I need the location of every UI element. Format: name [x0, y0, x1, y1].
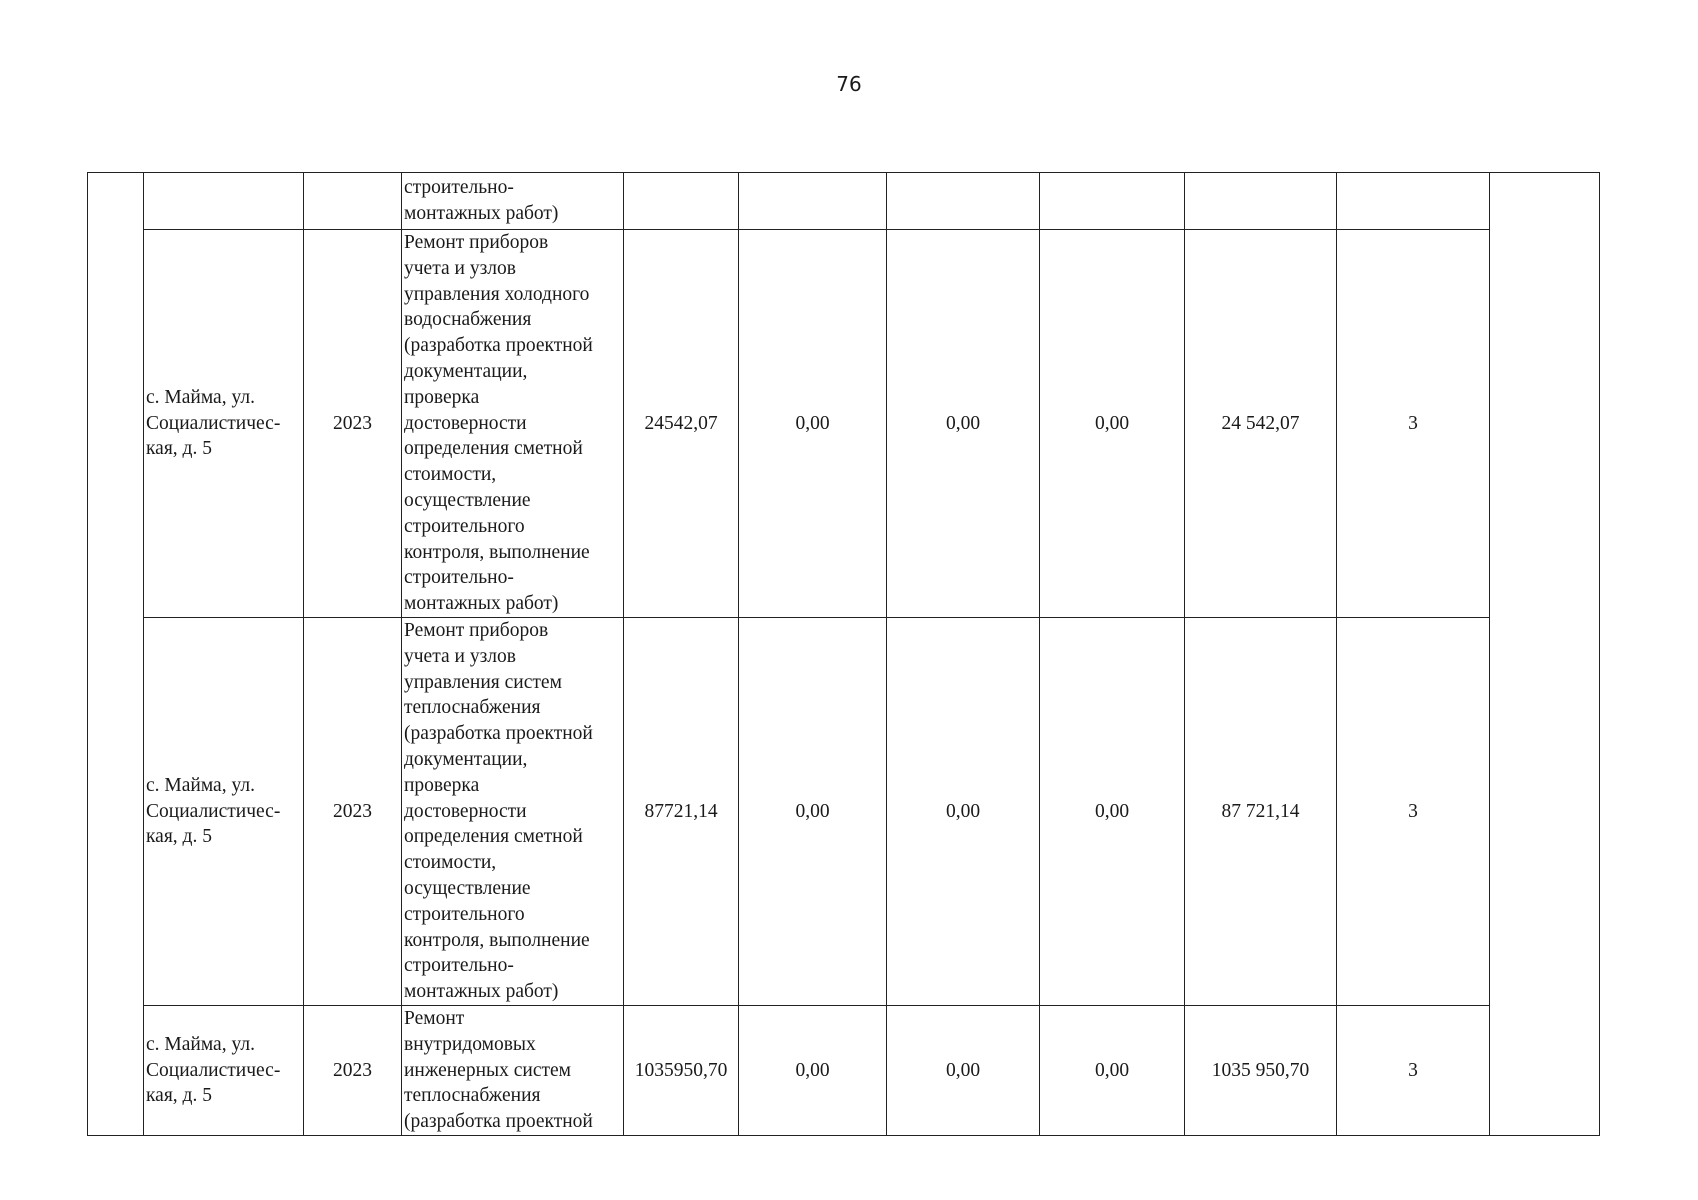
- work-line: теплоснабжения: [404, 1085, 541, 1107]
- work-line: учета и узлов: [404, 645, 516, 667]
- work-line: стоимости,: [404, 852, 497, 874]
- total-cost-cell: 87721,14: [624, 618, 739, 1006]
- page-number: 76: [836, 72, 862, 96]
- work-line: документации,: [404, 749, 528, 770]
- work-line: документации,: [404, 361, 528, 382]
- work-line: управления холодного: [404, 283, 590, 305]
- fund-cell: 0,00: [739, 230, 887, 618]
- local-budget-cell: 0,00: [1040, 1006, 1185, 1136]
- work-line: монтажных работ): [404, 203, 559, 224]
- address-line: Социалистичес-: [146, 800, 281, 822]
- work-line: теплоснабжения: [404, 697, 541, 719]
- total-cost-cell: 1035950,70: [624, 1006, 739, 1136]
- work-description-cell: [402, 618, 624, 1006]
- table-row: [88, 230, 1600, 618]
- address-line: с. Майма, ул.: [146, 774, 255, 796]
- address-line: кая, д. 5: [146, 438, 212, 460]
- priority-cell: 3: [1337, 618, 1490, 1006]
- work-line: строительно-: [404, 567, 514, 589]
- fund-cell: 0,00: [739, 618, 887, 1006]
- work-line: монтажных работ): [404, 593, 559, 615]
- work-line: осуществление: [404, 877, 531, 899]
- work-line: внутридомовых: [404, 1033, 536, 1055]
- left-merged-cell: [88, 173, 144, 1136]
- year-cell: 2023: [304, 1006, 402, 1136]
- address-cell: [144, 618, 304, 1006]
- fund-cell: 0,00: [739, 1006, 887, 1136]
- work-line: достоверности: [404, 800, 527, 822]
- table-row: [88, 618, 1600, 1006]
- address-cell: [144, 1006, 304, 1136]
- work-description-cell: [402, 230, 624, 618]
- owners-funds-cell: 1035 950,70: [1185, 1006, 1337, 1136]
- work-line: инженерных систем: [404, 1059, 572, 1081]
- work-line: проверка: [404, 386, 480, 408]
- address-line: Социалистичес-: [146, 1059, 281, 1081]
- data-table: [87, 172, 1600, 1136]
- work-line: учета и узлов: [404, 257, 516, 279]
- table-row: [88, 1006, 1600, 1136]
- local-budget-cell: 0,00: [1040, 230, 1185, 618]
- work-line: водоснабжения: [404, 309, 532, 331]
- priority-cell: [1337, 173, 1490, 230]
- local-budget-cell: 0,00: [1040, 618, 1185, 1006]
- work-line: (разработка проектной: [404, 335, 593, 357]
- regional-budget-cell: [887, 173, 1040, 230]
- work-line: осуществление: [404, 489, 531, 511]
- address-line: Социалистичес-: [146, 412, 281, 434]
- total-cost-cell: 24542,07: [624, 230, 739, 618]
- year-cell: [304, 173, 402, 230]
- regional-budget-cell: 0,00: [887, 230, 1040, 618]
- priority-cell: 3: [1337, 230, 1490, 618]
- work-description-cell: [402, 1006, 624, 1136]
- year-cell: 2023: [304, 230, 402, 618]
- owners-funds-cell: 87 721,14: [1185, 618, 1337, 1006]
- work-line: проверка: [404, 774, 480, 796]
- work-line: определения сметной: [404, 826, 583, 848]
- work-line: стоимости,: [404, 464, 497, 486]
- total-cost-cell: [624, 173, 739, 230]
- regional-budget-cell: 0,00: [887, 618, 1040, 1006]
- work-line: строительного: [404, 515, 525, 537]
- right-merged-cell: [1490, 173, 1600, 1136]
- work-line: (разработка проектной: [404, 723, 593, 745]
- work-line: монтажных работ): [404, 981, 559, 1003]
- address-line: кая, д. 5: [146, 826, 212, 848]
- work-line: (разработка проектной: [404, 1111, 593, 1133]
- work-line: контроля, выполнение: [404, 541, 590, 563]
- work-line: строительно-: [404, 177, 514, 199]
- work-description-cell: [402, 173, 624, 230]
- address-cell: [144, 173, 304, 230]
- regional-budget-cell: 0,00: [887, 1006, 1040, 1136]
- work-line: достоверности: [404, 412, 527, 434]
- work-line: определения сметной: [404, 438, 583, 460]
- address-line: с. Майма, ул.: [146, 1033, 255, 1055]
- work-line: контроля, выполнение: [404, 929, 590, 951]
- local-budget-cell: [1040, 173, 1185, 230]
- owners-funds-cell: 24 542,07: [1185, 230, 1337, 618]
- work-line: строительного: [404, 903, 525, 925]
- work-line: строительно-: [404, 955, 514, 977]
- work-line: Ремонт: [404, 1008, 465, 1029]
- year-cell: 2023: [304, 618, 402, 1006]
- work-line: управления систем: [404, 671, 562, 693]
- priority-cell: 3: [1337, 1006, 1490, 1136]
- work-line: Ремонт приборов: [404, 232, 549, 254]
- table-row: [88, 173, 1600, 230]
- owners-funds-cell: [1185, 173, 1337, 230]
- address-line: кая, д. 5: [146, 1085, 212, 1107]
- work-line: Ремонт приборов: [404, 620, 549, 642]
- fund-cell: [739, 173, 887, 230]
- address-cell: [144, 230, 304, 618]
- address-line: с. Майма, ул.: [146, 386, 255, 408]
